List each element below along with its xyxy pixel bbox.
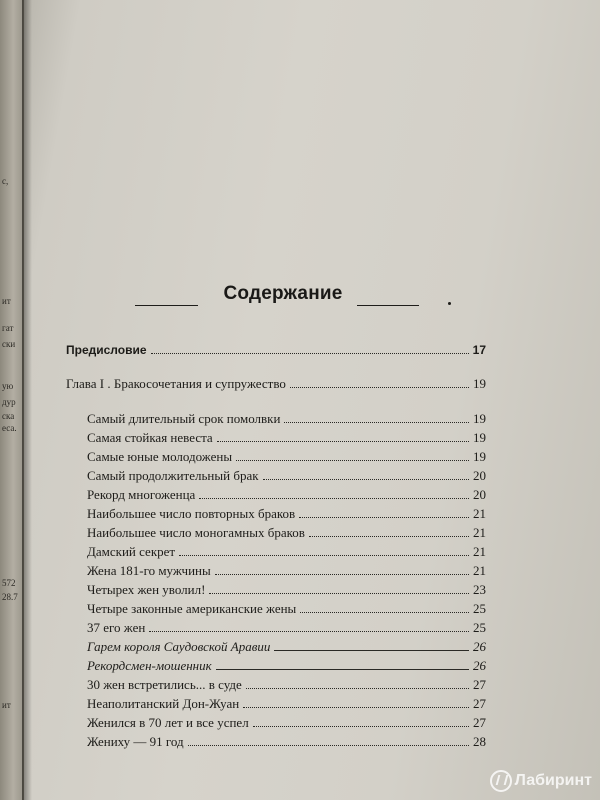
toc-entry-page: 27 xyxy=(473,715,486,730)
toc-entry xyxy=(87,734,486,750)
toc-entry-title: Жениху — 91 год xyxy=(87,734,184,749)
toc-entry-title: Рекорд многоженца xyxy=(87,487,196,502)
toc-entry-page: 19 xyxy=(473,376,486,391)
toc-entry-page: 20 xyxy=(473,468,486,483)
toc-entry-page: 20 xyxy=(473,487,486,502)
toc-entry-page: 26 xyxy=(473,658,486,673)
toc-entry-page: 26 xyxy=(473,639,486,654)
toc-entry xyxy=(87,620,486,636)
watermark-text: Лабиринт xyxy=(514,772,592,789)
toc-entry-page: 19 xyxy=(473,411,486,426)
toc-dot-leader xyxy=(209,582,469,594)
watermark xyxy=(490,770,592,792)
facing-page-edge xyxy=(0,0,22,800)
toc-entry-page: 23 xyxy=(473,582,486,597)
toc-entry-title: Самый длительный срок помолвки xyxy=(87,411,281,426)
toc-entry-page: 21 xyxy=(473,506,486,521)
toc-dot-leader xyxy=(309,525,469,537)
toc-entry xyxy=(87,525,486,541)
toc-dot-leader xyxy=(246,677,469,689)
facing-page-fragment: гат xyxy=(2,323,14,333)
facing-page-fragment: ски xyxy=(2,339,16,349)
toc-dot-leader xyxy=(149,620,469,632)
toc-entry xyxy=(66,342,486,358)
toc-dot-leader xyxy=(216,658,469,670)
toc-dot-leader xyxy=(290,376,469,388)
facing-page-fragment: 572 xyxy=(2,578,16,588)
toc-entry-title: Глава I . Бракосочетания и супружество xyxy=(66,376,286,391)
toc-entry-title: Наибольшее число моногамных браков xyxy=(87,525,305,540)
header-dot xyxy=(448,302,451,305)
toc-entry-page: 19 xyxy=(473,430,486,445)
facing-page-fragment: ую xyxy=(2,381,14,391)
toc-entry-page: 19 xyxy=(473,449,486,464)
toc-dot-leader xyxy=(199,487,469,499)
toc-dot-leader xyxy=(263,468,469,480)
facing-page-fragment: с, xyxy=(2,176,9,186)
toc-entry xyxy=(87,544,486,560)
toc-entry xyxy=(87,487,486,503)
toc-entry-page: 17 xyxy=(472,343,486,357)
toc-entry-page: 28 xyxy=(473,734,486,749)
facing-page-fragment: ит xyxy=(2,700,11,710)
toc-entry xyxy=(87,601,486,617)
toc-entry-title: Самые юные молодожены xyxy=(87,449,233,464)
toc-entry-title: Наибольшее число повторных браков xyxy=(87,506,296,521)
toc-entry-title: Гарем короля Саудовской Аравии xyxy=(87,639,271,654)
toc-entry-title: 37 его жен xyxy=(87,620,146,635)
toc-entry-page: 21 xyxy=(473,544,486,559)
toc-entry xyxy=(87,449,486,465)
facing-page-fragment: дур xyxy=(2,397,16,407)
toc-dot-leader xyxy=(236,449,469,461)
toc-entry-page: 25 xyxy=(473,601,486,616)
toc-entry-title: Самая стойкая невеста xyxy=(87,430,213,445)
facing-page-fragment: 28.7 xyxy=(2,592,18,602)
toc-dot-leader xyxy=(300,601,469,613)
header-rule-left xyxy=(135,305,198,306)
toc-entry-title: Четырех жен уволил! xyxy=(87,582,206,597)
toc-entry xyxy=(87,677,486,693)
toc-dot-leader xyxy=(217,430,469,442)
toc-entry xyxy=(87,430,486,446)
toc-entry-page: 25 xyxy=(473,620,486,635)
toc-entry xyxy=(87,563,486,579)
toc-dot-leader xyxy=(299,506,469,518)
toc-dot-leader xyxy=(188,734,469,746)
spine-shadow xyxy=(22,0,32,800)
toc-entry-title: Рекордсмен-мошенник xyxy=(87,658,212,673)
toc-dot-leader xyxy=(253,715,469,727)
toc-entry-page: 21 xyxy=(473,563,486,578)
toc-entry-title: 30 жен встретились... в суде xyxy=(87,677,242,692)
toc-entry-page: 27 xyxy=(473,677,486,692)
toc-entry xyxy=(87,696,486,712)
toc-dot-leader xyxy=(179,544,469,556)
toc-entry xyxy=(87,639,486,655)
facing-page-fragment: ит xyxy=(2,296,11,306)
toc-entry xyxy=(87,411,486,427)
toc-entry xyxy=(87,658,486,674)
toc-entry-title: Жена 181-го мужчины xyxy=(87,563,211,578)
toc-entry-title: Самый продолжительный брак xyxy=(87,468,259,483)
labirint-logo-icon xyxy=(490,770,512,792)
toc-header xyxy=(0,283,600,313)
toc-dot-leader xyxy=(243,696,469,708)
facing-page-fragment: еса. xyxy=(2,423,17,433)
toc-entry-title: Дамский секрет xyxy=(87,544,176,559)
header-rule-right xyxy=(357,305,419,306)
toc-entry xyxy=(87,468,486,484)
toc-entry-page: 27 xyxy=(473,696,486,711)
toc-entry xyxy=(87,715,486,731)
toc-entry xyxy=(87,506,486,522)
toc-entry-page: 21 xyxy=(473,525,486,540)
toc-entry-title: Женился в 70 лет и все успел xyxy=(87,715,249,730)
toc-dot-leader xyxy=(151,342,469,354)
toc-dot-leader xyxy=(284,411,469,423)
toc-entry-title: Предисловие xyxy=(66,343,147,357)
toc-entry xyxy=(66,376,486,392)
toc-dot-leader xyxy=(274,639,469,651)
toc-entry xyxy=(87,582,486,598)
facing-page-fragment: ска xyxy=(2,411,15,421)
toc-dot-leader xyxy=(215,563,469,575)
toc-entry-title: Четыре законные американские жены xyxy=(87,601,297,616)
toc-entry-title: Неаполитанский Дон-Жуан xyxy=(87,696,240,711)
toc-title: Содержание xyxy=(223,283,343,304)
